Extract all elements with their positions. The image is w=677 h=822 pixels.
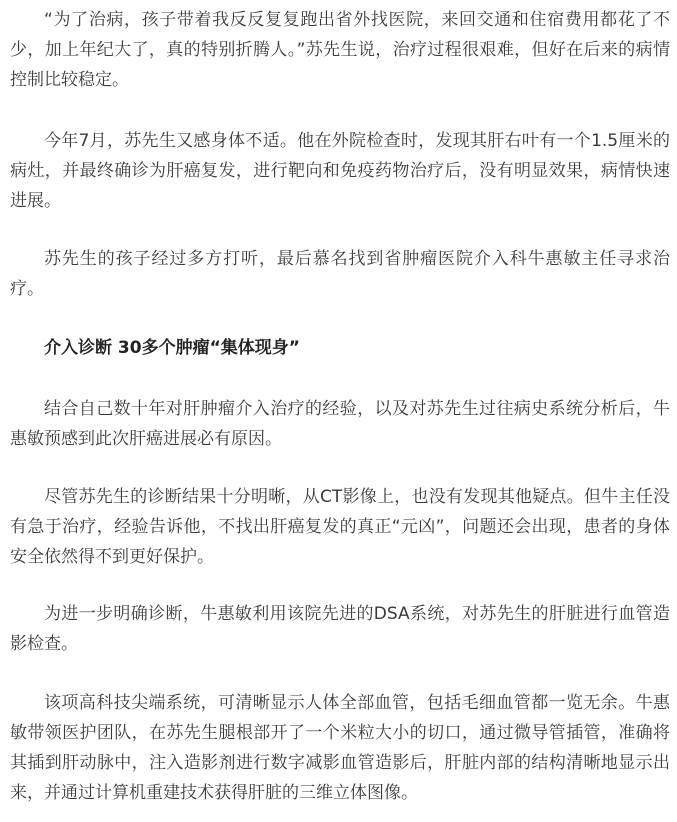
paragraph-quote: “为了治病，孩子带着我反反复复跑出省外找医院，来回交通和住宿费用都花了不少，加上年纪大了，真的特别折腾人。”苏先生说，治疗过程很艰难，但好在后来的病情控制比较稳定。 [10, 10, 670, 90]
paragraph-relapse: 今年7月，苏先生又感身体不适。他在外院检查时，发现其肝右叶有一个1.5厘米的病灶，并最终确诊为肝癌复发，进行靶向和免疫药物治疗后，没有明显效果，病情快速进展。 [10, 131, 670, 211]
paragraph-experience: 结合自己数十年对肝肿瘤介入治疗的经验，以及对苏先生过往病史系统分析后，牛惠敏预感到此次肝癌进展必有原因。 [10, 399, 670, 449]
section-heading: 介入诊断 30多个肿瘤“集体现身” [44, 338, 300, 358]
paragraph-seek-treatment: 苏先生的孩子经过多方打听，最后慕名找到省肿瘤医院介入科牛惠敏主任寻求治疗。 [10, 249, 670, 299]
paragraph-dsa: 为进一步明确诊断，牛惠敏利用该院先进的DSA系统，对苏先生的肝脏进行血管造影检查。 [10, 604, 670, 654]
paragraph-diagnosis: 尽管苏先生的诊断结果十分明晰，从CT影像上，也没有发现其他疑点。但牛主任没有急于治疗，经验告诉他，不找出肝癌复发的真正“元凶”，问题还会出现，患者的身体安全依然得不到更好保护。 [10, 487, 670, 567]
paragraph-procedure: 该项高科技尖端系统，可清晰显示人体全部血管，包括毛细血管都一览无余。牛惠敏带领医护团队，在苏先生腿根部开了一个米粒大小的切口，通过微导管插管，准确将其插到肝动脉中，注入造影剂进行数字减影血管造影后，肝脏内部的结构清晰地显示出来，并通过计算机重建技术获得肝脏的三维立体图像。 [10, 693, 670, 803]
